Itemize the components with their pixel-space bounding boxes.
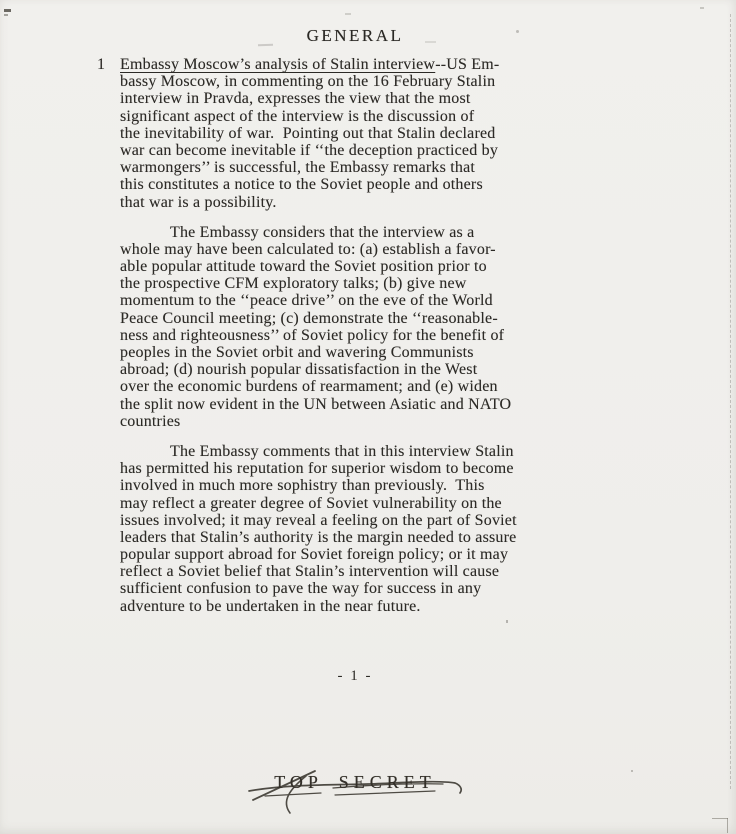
text-line: bassy Moscow, in commenting on the 16 February Stalin [120,73,496,91]
text-line: the inevitability of war. Pointing out that Stalin declared [120,124,496,142]
section-heading: GENERAL [306,26,404,45]
text-line: significant aspect of the interview is the discussion of [120,107,475,125]
scan-artifact-mark [4,14,8,16]
text-line: the prospective CFM exploratory talks; (b) give new [120,275,467,293]
text-line: issues involved; it may reveal a feeling on the part of Soviet [120,511,517,529]
text-line: may reflect a greater degree of Soviet vulnerability on the [120,494,502,512]
text-line: adventure to be undertaken in the near future. [120,597,421,615]
text-line: war can become inevitable if ‘‘the deception practiced by [120,141,499,159]
text-line: whole may have been calculated to: (a) establish a favor- [120,240,496,258]
text-line: able popular attitude toward the Soviet position prior to [120,258,487,276]
text-line: leaders that Stalin’s authority is the margin needed to assure [120,528,517,546]
paragraph-2 [120,224,680,430]
text-line: has permitted his reputation for superior wisdom to become [120,460,514,478]
text-line: popular support abroad for Soviet foreign policy; or it may [120,546,509,564]
paper-speck [506,620,508,623]
scan-corner-mark [727,818,728,833]
document-body [97,56,680,615]
text-line: that war is a possibility. [120,193,277,211]
text-line: involved in much more sophistry than previously. This [120,477,485,495]
classification-stamp: TOP SECRET [274,772,436,792]
text-line: warmongers’’ is successful, the Embassy remarks that [120,159,476,177]
text-line: Peace Council meeting; (c) demonstrate the ‘‘reasonable- [120,309,498,327]
scan-edge-line [730,14,731,789]
scan-corner-mark [712,818,728,819]
text-line: interview in Pravda, expresses the view that the most [120,90,471,108]
entry-title-rest: --US Em- [435,56,500,73]
paragraph-1-first-line [97,56,680,73]
text-line: ness and righteousness’’ of Soviet policy for the benefit of [120,326,505,344]
entry-title-underlined: Embassy Moscow’s analysis of Stalin interview [120,56,436,73]
text-line: reflect a Soviet belief that Stalin’s intervention will cause [120,563,500,581]
paper-speck [345,13,351,15]
scan-artifact-mark [4,9,11,12]
text-line: sufficient confusion to pave the way for success in any [120,580,482,598]
paper-speck [700,7,704,9]
paragraph-1 [97,56,680,211]
item-number: 1 [97,56,106,73]
text-line: abroad; (d) nourish popular dissatisfaction in the West [120,361,478,379]
text-line: the split now evident in the UN between Asiatic and NATO [120,395,512,413]
text-line: The Embassy considers that the interview as a [170,223,475,241]
paragraph-3 [120,443,680,615]
text-line: countries [120,412,181,430]
text-line: this constitutes a notice to the Soviet people and others [120,176,483,194]
text-line: momentum to the ‘‘peace drive’’ on the eve of the World [120,292,493,310]
text-line: peoples in the Soviet orbit and wavering Communists [120,344,474,361]
text-line: over the economic burdens of rearmament; and (e) widen [120,378,498,396]
page-number: - 1 - [337,668,373,684]
text-line: The Embassy comments that in this interview Stalin [170,442,514,460]
